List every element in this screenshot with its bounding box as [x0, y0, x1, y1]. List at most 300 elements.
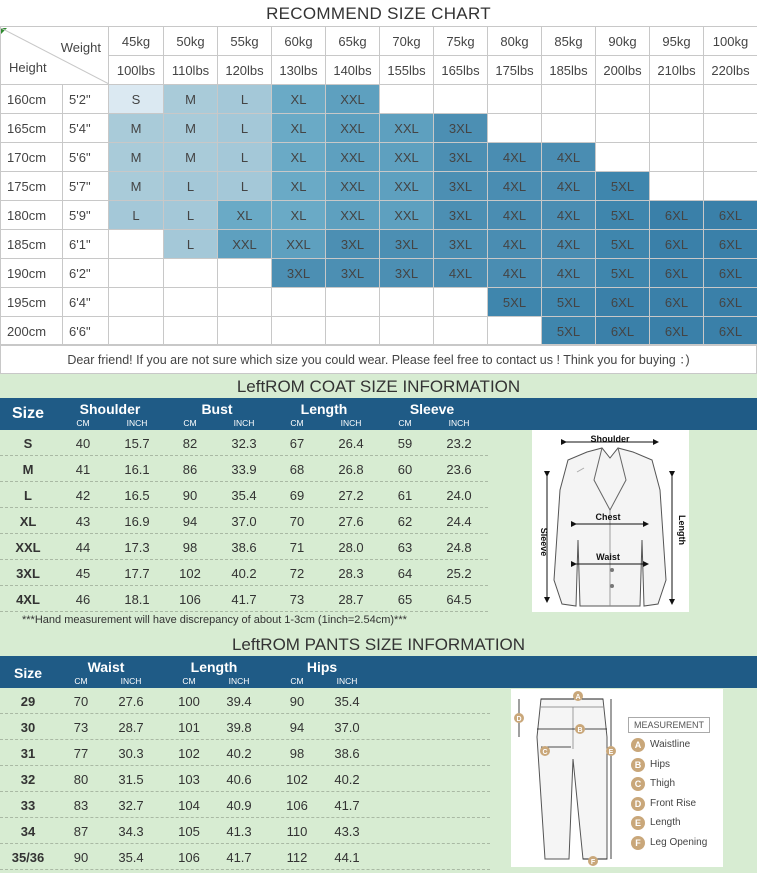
- column-header-length: Length: [190, 659, 238, 675]
- column-header-waist: Waist: [87, 659, 125, 675]
- value-inch: 27.6: [338, 514, 364, 529]
- value-inch: 28.0: [338, 540, 364, 555]
- coat-header-band: [0, 398, 757, 430]
- pants-size-header: Size: [13, 665, 42, 681]
- size-cell: 6XL: [704, 317, 757, 346]
- size-cell: 6XL: [596, 317, 650, 346]
- value-inch: 41.7: [231, 592, 257, 607]
- weight-lbs-header: 100lbs: [109, 56, 164, 85]
- value-cm: 90: [182, 488, 198, 503]
- size-cell: 4XL: [488, 230, 542, 259]
- size-cell: XXL: [326, 85, 380, 114]
- size-cell: 5XL: [596, 172, 650, 201]
- size-cell: 3XL: [434, 172, 488, 201]
- size-cell: [704, 172, 757, 201]
- value-cm: 59: [397, 436, 413, 451]
- size-row: [0, 792, 490, 818]
- value-cm: 46: [75, 592, 91, 607]
- value-inch: 18.1: [124, 592, 150, 607]
- value-inch: 39.8: [226, 720, 252, 735]
- legend-marker: E: [631, 816, 645, 830]
- weight-lbs-header: 210lbs: [650, 56, 704, 85]
- size-cell: [109, 230, 164, 259]
- value-cm: 71: [289, 540, 305, 555]
- diagram-sleeve-label: Sleeve: [539, 527, 549, 557]
- value-cm: 43: [75, 514, 91, 529]
- height-ft: 6'1": [63, 230, 109, 259]
- value-cm: 44: [75, 540, 91, 555]
- size-cell: 6XL: [650, 230, 704, 259]
- value-inch: 32.7: [118, 798, 144, 813]
- value-inch: 28.3: [338, 566, 364, 581]
- value-inch: 35.4: [231, 488, 257, 503]
- weight-lbs-header: 165lbs: [434, 56, 488, 85]
- size-cell: XXL: [272, 230, 326, 259]
- height-cm: 160cm: [1, 85, 63, 114]
- size-label: 35/36: [11, 850, 45, 865]
- value-inch: 64.5: [446, 592, 472, 607]
- value-cm: 100: [178, 694, 200, 709]
- legend-marker: B: [631, 758, 645, 772]
- size-cell: [272, 317, 326, 346]
- size-cell: 4XL: [488, 143, 542, 172]
- value-cm: 102: [286, 772, 308, 787]
- legend-marker: C: [631, 777, 645, 791]
- height-row: [1, 201, 757, 230]
- value-cm: 42: [75, 488, 91, 503]
- value-cm: 103: [178, 772, 200, 787]
- value-inch: 40.6: [226, 772, 252, 787]
- size-cell: L: [164, 172, 218, 201]
- size-row: [0, 482, 488, 508]
- size-label: 3XL: [16, 566, 40, 581]
- weight-kg-header: 45kg: [109, 27, 164, 56]
- diagram-length-label: Length: [677, 515, 687, 545]
- weight-kg-header: 80kg: [488, 27, 542, 56]
- size-cell: [488, 114, 542, 143]
- value-inch: 39.4: [226, 694, 252, 709]
- size-cell: 6XL: [650, 288, 704, 317]
- size-cell: [109, 317, 164, 346]
- size-cell: XXL: [218, 230, 272, 259]
- value-inch: 44.1: [334, 850, 360, 865]
- legend-label: Length: [650, 817, 681, 829]
- column-header-sleeve: Sleeve: [409, 401, 455, 417]
- size-cell: 4XL: [542, 259, 596, 288]
- height-cm: 200cm: [1, 317, 63, 346]
- value-cm: 68: [289, 462, 305, 477]
- value-cm: 62: [397, 514, 413, 529]
- size-cell: 4XL: [542, 143, 596, 172]
- coat-title: LeftROM COAT SIZE INFORMATION: [236, 377, 521, 396]
- height-row: [1, 259, 757, 288]
- height-ft: 5'2": [63, 85, 109, 114]
- value-cm: 73: [289, 592, 305, 607]
- value-cm: 94: [182, 514, 198, 529]
- value-cm: 63: [397, 540, 413, 555]
- value-inch: 26.4: [338, 436, 364, 451]
- size-cell: [109, 259, 164, 288]
- height-cm: 190cm: [1, 259, 63, 288]
- height-ft: 6'2": [63, 259, 109, 288]
- value-inch: 37.0: [231, 514, 257, 529]
- column-header-hips: Hips: [306, 659, 338, 675]
- size-cell: XXL: [380, 201, 434, 230]
- value-inch: 16.1: [124, 462, 150, 477]
- value-cm: 94: [289, 720, 305, 735]
- size-cell: XXL: [326, 201, 380, 230]
- value-inch: 26.8: [338, 462, 364, 477]
- value-cm: 83: [73, 798, 89, 813]
- size-cell: 6XL: [704, 230, 757, 259]
- corner-diagonal: [1, 28, 109, 84]
- legend-item-e: [631, 815, 681, 831]
- size-cell: [704, 143, 757, 172]
- weight-height-corner: [1, 27, 109, 85]
- value-inch: 25.2: [446, 566, 472, 581]
- unit-cm: CM: [290, 418, 304, 428]
- size-cell: 5XL: [596, 259, 650, 288]
- size-cell: 3XL: [272, 259, 326, 288]
- size-cell: M: [164, 143, 218, 172]
- value-inch: 27.6: [118, 694, 144, 709]
- pants-marker-e: E: [608, 749, 614, 756]
- value-inch: 16.5: [124, 488, 150, 503]
- size-cell: S: [109, 85, 164, 114]
- size-cell: 3XL: [326, 230, 380, 259]
- weight-label: Weight: [60, 39, 101, 55]
- height-row: [1, 85, 757, 114]
- size-cell: [326, 288, 380, 317]
- value-cm: 77: [73, 746, 89, 761]
- diagram-waist-label: Waist: [596, 552, 620, 562]
- value-inch: 24.0: [446, 488, 472, 503]
- weight-kg-header: 65kg: [326, 27, 380, 56]
- weight-lbs-header: 120lbs: [218, 56, 272, 85]
- value-inch: 23.2: [446, 436, 472, 451]
- coat-size-header: Size: [11, 405, 44, 422]
- height-row: [1, 230, 757, 259]
- size-cell: 4XL: [542, 172, 596, 201]
- height-cm: 195cm: [1, 288, 63, 317]
- unit-inch: INCH: [340, 418, 362, 428]
- value-inch: 43.3: [334, 824, 360, 839]
- unit-inch: INCH: [228, 676, 250, 686]
- column-header-shoulder: Shoulder: [79, 401, 141, 417]
- weight-lbs-header: 185lbs: [542, 56, 596, 85]
- size-cell: 6XL: [650, 201, 704, 230]
- size-cell: [596, 85, 650, 114]
- size-cell: [164, 288, 218, 317]
- size-row: [0, 534, 488, 560]
- size-cell: XL: [272, 172, 326, 201]
- legend-item-c: [631, 776, 675, 792]
- size-cell: [596, 143, 650, 172]
- size-label: 34: [20, 824, 36, 839]
- size-cell: 3XL: [434, 230, 488, 259]
- weight-kg-header: 85kg: [542, 27, 596, 56]
- value-cm: 41: [75, 462, 91, 477]
- pants-marker-c: C: [542, 749, 548, 756]
- value-inch: 37.0: [334, 720, 360, 735]
- size-cell: [218, 317, 272, 346]
- size-cell: M: [164, 114, 218, 143]
- size-cell: [380, 85, 434, 114]
- weight-kg-header: 70kg: [380, 27, 434, 56]
- value-cm: 67: [289, 436, 305, 451]
- size-cell: XXL: [326, 143, 380, 172]
- recommend-size-chart: [0, 0, 757, 374]
- value-inch: 32.3: [231, 436, 257, 451]
- size-cell: 6XL: [650, 317, 704, 346]
- size-row: [0, 688, 490, 714]
- value-cm: 72: [289, 566, 305, 581]
- size-cell: [218, 288, 272, 317]
- value-inch: 40.9: [226, 798, 252, 813]
- height-row: [1, 172, 757, 201]
- height-row: [1, 317, 757, 346]
- size-row: [0, 740, 490, 766]
- value-cm: 60: [397, 462, 413, 477]
- pants-marker-a: A: [575, 694, 581, 701]
- size-row: [0, 714, 490, 740]
- size-cell: 3XL: [380, 230, 434, 259]
- height-cm: 185cm: [1, 230, 63, 259]
- height-cm: 165cm: [1, 114, 63, 143]
- size-row: [0, 766, 490, 792]
- value-cm: 82: [182, 436, 198, 451]
- size-cell: XXL: [326, 172, 380, 201]
- value-inch: 28.7: [338, 592, 364, 607]
- size-cell: [326, 317, 380, 346]
- legend-label: Hips: [650, 758, 671, 770]
- value-cm: 98: [182, 540, 198, 555]
- diagram-shoulder-label: Shoulder: [590, 434, 630, 444]
- value-cm: 40: [75, 436, 91, 451]
- weight-lbs-header: 110lbs: [164, 56, 218, 85]
- unit-inch: INCH: [336, 676, 358, 686]
- size-cell: L: [218, 85, 272, 114]
- value-cm: 80: [73, 772, 89, 787]
- value-inch: 16.9: [124, 514, 150, 529]
- size-cell: 3XL: [434, 201, 488, 230]
- legend-item-a: [631, 737, 690, 753]
- size-cell: 5XL: [488, 288, 542, 317]
- legend-marker: D: [631, 797, 645, 811]
- height-cm: 175cm: [1, 172, 63, 201]
- size-cell: L: [218, 114, 272, 143]
- size-cell: 4XL: [488, 201, 542, 230]
- size-cell: 6XL: [704, 288, 757, 317]
- legend-label: Thigh: [650, 778, 676, 790]
- value-cm: 69: [289, 488, 305, 503]
- size-cell: 5XL: [542, 288, 596, 317]
- size-cell: XXL: [380, 172, 434, 201]
- weight-lbs-header: 155lbs: [380, 56, 434, 85]
- size-row: [0, 560, 488, 586]
- size-cell: [164, 259, 218, 288]
- value-cm: 73: [73, 720, 89, 735]
- size-cell: 5XL: [596, 230, 650, 259]
- size-row: [0, 430, 488, 456]
- size-cell: XL: [272, 114, 326, 143]
- value-inch: 27.2: [338, 488, 364, 503]
- height-ft: 6'6": [63, 317, 109, 346]
- column-header-bust: Bust: [201, 401, 233, 417]
- size-cell: L: [109, 201, 164, 230]
- pants-header-band: [0, 656, 757, 688]
- value-cm: 102: [178, 746, 200, 761]
- size-cell: L: [164, 201, 218, 230]
- size-cell: [542, 85, 596, 114]
- value-cm: 86: [182, 462, 198, 477]
- size-cell: [380, 288, 434, 317]
- weight-kg-header: 75kg: [434, 27, 488, 56]
- value-cm: 70: [73, 694, 89, 709]
- value-inch: 41.7: [334, 798, 360, 813]
- size-cell: M: [109, 114, 164, 143]
- size-label: 33: [20, 798, 36, 813]
- size-cell: 5XL: [596, 201, 650, 230]
- size-cell: [542, 114, 596, 143]
- value-inch: 31.5: [118, 772, 144, 787]
- measurement-legend: [631, 737, 721, 857]
- size-label: 4XL: [16, 592, 40, 607]
- weight-lbs-header: 200lbs: [596, 56, 650, 85]
- value-inch: 40.2: [334, 772, 360, 787]
- value-cm: 106: [178, 850, 200, 865]
- size-cell: 5XL: [542, 317, 596, 346]
- height-ft: 5'6": [63, 143, 109, 172]
- size-cell: M: [164, 85, 218, 114]
- size-cell: XXL: [380, 143, 434, 172]
- value-cm: 45: [75, 566, 91, 581]
- size-cell: 6XL: [650, 259, 704, 288]
- value-inch: 24.8: [446, 540, 472, 555]
- size-label: XXL: [15, 540, 41, 555]
- value-cm: 90: [289, 694, 305, 709]
- size-label: XL: [19, 514, 37, 529]
- weight-kg-header: 50kg: [164, 27, 218, 56]
- pants-title: LeftROM PANTS SIZE INFORMATION: [231, 635, 526, 654]
- size-label: 30: [20, 720, 36, 735]
- size-cell: [434, 85, 488, 114]
- value-cm: 106: [179, 592, 201, 607]
- height-ft: 5'7": [63, 172, 109, 201]
- size-cell: [488, 317, 542, 346]
- contact-note: Dear friend! If you are not sure which size you could wear. Please feel free to contact us ! Think you for buying ：): [0, 344, 757, 374]
- value-inch: 24.4: [446, 514, 472, 529]
- height-ft: 6'4": [63, 288, 109, 317]
- size-cell: [704, 85, 757, 114]
- size-cell: [650, 114, 704, 143]
- size-cell: 3XL: [434, 114, 488, 143]
- pants-size-section: [0, 632, 757, 873]
- value-inch: 15.7: [124, 436, 150, 451]
- size-cell: 3XL: [434, 143, 488, 172]
- size-cell: 6XL: [704, 259, 757, 288]
- size-label: M: [22, 462, 34, 477]
- pants-marker-d: D: [516, 716, 522, 723]
- size-cell: [218, 259, 272, 288]
- value-cm: 102: [179, 566, 201, 581]
- size-label: S: [23, 436, 33, 451]
- value-cm: 90: [73, 850, 89, 865]
- size-cell: 4XL: [542, 201, 596, 230]
- value-inch: 33.9: [231, 462, 257, 477]
- legend-item-d: [631, 796, 696, 812]
- measurement-title: MEASUREMENT: [628, 717, 710, 733]
- weight-lbs-header: 220lbs: [704, 56, 757, 85]
- size-row: [0, 844, 490, 870]
- size-cell: XL: [218, 201, 272, 230]
- value-inch: 30.3: [118, 746, 144, 761]
- recommend-title: RECOMMEND SIZE CHART: [266, 4, 491, 23]
- weight-kg-header: 60kg: [272, 27, 326, 56]
- measure-note: ***Hand measurement will have discrepancy of about 1-3cm (1inch=2.54cm)***: [22, 614, 407, 626]
- recommend-grid: [0, 26, 757, 346]
- size-cell: M: [109, 172, 164, 201]
- weight-kg-header: 100kg: [704, 27, 757, 56]
- size-cell: [704, 114, 757, 143]
- value-cm: 70: [289, 514, 305, 529]
- value-inch: 41.7: [226, 850, 252, 865]
- legend-item-f: [631, 835, 707, 851]
- size-cell: L: [218, 143, 272, 172]
- size-cell: 3XL: [326, 259, 380, 288]
- weight-kg-header: 90kg: [596, 27, 650, 56]
- unit-cm: CM: [183, 418, 197, 428]
- size-cell: XL: [272, 143, 326, 172]
- pants-diagram: [511, 689, 723, 867]
- height-row: [1, 288, 757, 317]
- size-cell: 4XL: [434, 259, 488, 288]
- size-cell: [164, 317, 218, 346]
- height-label: Height: [9, 59, 47, 75]
- value-cm: 64: [397, 566, 413, 581]
- size-row: [0, 508, 488, 534]
- value-inch: 17.7: [124, 566, 150, 581]
- size-cell: M: [109, 143, 164, 172]
- size-label: 32: [20, 772, 36, 787]
- value-cm: 98: [289, 746, 305, 761]
- value-inch: 35.4: [334, 694, 360, 709]
- size-row: [0, 818, 490, 844]
- size-cell: [650, 143, 704, 172]
- unit-cm: CM: [398, 418, 412, 428]
- size-cell: 4XL: [542, 230, 596, 259]
- value-inch: 35.4: [118, 850, 144, 865]
- unit-inch: INCH: [448, 418, 470, 428]
- pants-marker-b: B: [577, 727, 583, 734]
- unit-inch: INCH: [233, 418, 255, 428]
- value-cm: 65: [397, 592, 413, 607]
- legend-item-b: [631, 757, 670, 773]
- size-cell: [109, 288, 164, 317]
- height-row: [1, 114, 757, 143]
- unit-cm: CM: [74, 676, 88, 686]
- weight-lbs-header: 175lbs: [488, 56, 542, 85]
- value-cm: 106: [286, 798, 308, 813]
- size-cell: 6XL: [704, 201, 757, 230]
- legend-marker: A: [631, 738, 645, 752]
- value-inch: 28.7: [118, 720, 144, 735]
- unit-cm: CM: [182, 676, 196, 686]
- size-cell: 4XL: [488, 172, 542, 201]
- value-inch: 34.3: [118, 824, 144, 839]
- size-cell: [434, 288, 488, 317]
- value-cm: 112: [286, 850, 308, 865]
